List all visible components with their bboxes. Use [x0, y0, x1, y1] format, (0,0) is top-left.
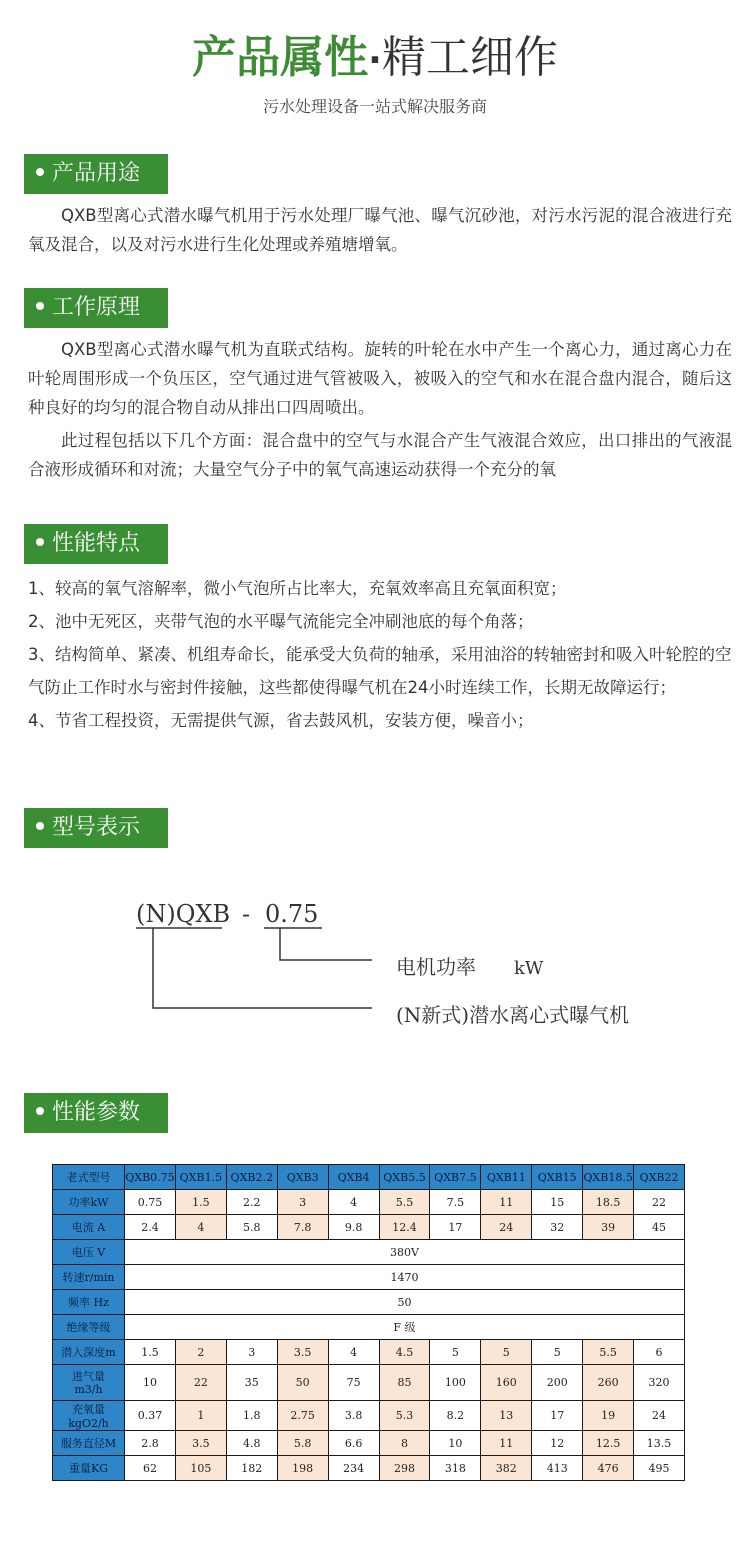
table-cell: 3 [277, 1190, 328, 1215]
list-item: 2、池中无死区，夹带气泡的水平曝气流能完全冲刷池底的每个角落； [28, 612, 534, 631]
table-header-cell: QXB15 [532, 1165, 583, 1190]
table-cell: 39 [583, 1215, 634, 1240]
section-header-model [24, 808, 168, 848]
table-row [53, 1290, 685, 1315]
table-row-label: 功率kW [53, 1190, 125, 1215]
table-cell: 50 [277, 1365, 328, 1401]
page-subtitle: 污水处理设备一站式解决服务商 [262, 97, 487, 116]
model-dash: - [242, 900, 251, 928]
table-cell: 5 [532, 1340, 583, 1365]
table-cell: 4 [175, 1215, 226, 1240]
section-title: 性能参数 [52, 1100, 141, 1125]
table-header-cell: QXB22 [634, 1165, 685, 1190]
title-dark: 精工细作 [381, 32, 558, 83]
table-cell: 6 [634, 1340, 685, 1365]
table-cell: 4 [328, 1340, 379, 1365]
table-header-cell: QXB7.5 [430, 1165, 481, 1190]
table-cell: 5 [481, 1340, 532, 1365]
table-cell: 12.4 [379, 1215, 430, 1240]
bullet-icon [36, 538, 44, 546]
table-cell: 413 [532, 1456, 583, 1481]
table-cell: 3.5 [277, 1340, 328, 1365]
power-leader-line [280, 928, 372, 960]
table-cell: 17 [430, 1215, 481, 1240]
table-cell: 75 [328, 1365, 379, 1401]
table-cell: 5.5 [379, 1190, 430, 1215]
label-power: 电机功率 [396, 955, 476, 979]
table-cell: 45 [634, 1215, 685, 1240]
table-header-cell: QXB0.75 [125, 1165, 176, 1190]
table-cell: 7.5 [430, 1190, 481, 1215]
table-cell: 318 [430, 1456, 481, 1481]
table-cell: 3 [226, 1340, 277, 1365]
table-cell: 17 [532, 1401, 583, 1431]
table-cell-merged: 380V [125, 1240, 685, 1265]
table-row-label: 进气量 m3/h [53, 1365, 125, 1401]
table-cell: 2 [175, 1340, 226, 1365]
table-cell: 4.5 [379, 1340, 430, 1365]
table-row [53, 1265, 685, 1290]
table-cell: 105 [175, 1456, 226, 1481]
table-cell: 298 [379, 1456, 430, 1481]
table-cell: 11 [481, 1190, 532, 1215]
table-header-cell: QXB4 [328, 1165, 379, 1190]
title-dot: · [368, 40, 382, 81]
bullet-icon [36, 1107, 44, 1115]
table-cell: 10 [430, 1431, 481, 1456]
table-cell: 1.5 [175, 1190, 226, 1215]
list-item: 1、较高的氧气溶解率，微小气泡所占比率大，充氧效率高且充氧面积宽； [28, 579, 567, 598]
table-cell: 2.2 [226, 1190, 277, 1215]
section-header-params [24, 1093, 168, 1133]
table-cell: 3.8 [328, 1401, 379, 1431]
section-title: 工作原理 [52, 295, 141, 320]
table-cell: 3.5 [175, 1431, 226, 1456]
table-cell: 1.5 [125, 1340, 176, 1365]
label-unit: kW [514, 958, 544, 979]
table-cell: 62 [125, 1456, 176, 1481]
table-cell: 12 [532, 1431, 583, 1456]
type-leader-line [153, 928, 372, 1008]
list-item: 4、节省工程投资，无需提供气源，省去鼓风机，安装方便，噪音小； [28, 711, 534, 730]
table-cell: 5 [430, 1340, 481, 1365]
table-row-label: 重量KG [53, 1456, 125, 1481]
section-title: 型号表示 [52, 815, 141, 840]
table-cell: 200 [532, 1365, 583, 1401]
table-cell: 19 [583, 1401, 634, 1431]
table-cell: 2.4 [125, 1215, 176, 1240]
table-row-label: 潜入深度m [53, 1340, 125, 1365]
table-row [53, 1190, 685, 1215]
table-cell: 1.8 [226, 1401, 277, 1431]
usage-text: QXB型离心式潜水曝气机用于污水处理厂曝气池、曝气沉砂池，对污水污泥的混合液进行充氧及混合，以及对污水进行生化处理或养殖塘增氧。 [28, 206, 732, 254]
spec-table [52, 1164, 685, 1481]
table-cell: 10 [125, 1365, 176, 1401]
table-cell-merged: F 级 [125, 1315, 685, 1340]
table-cell: 260 [583, 1365, 634, 1401]
table-row-label: 电压 V [53, 1240, 125, 1265]
table-cell: 13 [481, 1401, 532, 1431]
table-row-label: 转速r/min [53, 1265, 125, 1290]
table-cell: 15 [532, 1190, 583, 1215]
table-cell: 18.5 [583, 1190, 634, 1215]
table-header-cell: QXB11 [481, 1165, 532, 1190]
table-row-label: 充氧量kgO2/h [53, 1401, 125, 1431]
table-cell: 22 [175, 1365, 226, 1401]
principle-paragraph-2: 此过程包括以下几个方面：混合盘中的空气与水混合产生气液混合效应，出口排出的气液混合液形成循环和对流；大量空气分子中的氧气高速运动获得一个充分的氧 [28, 431, 732, 479]
bullet-icon [36, 302, 44, 310]
table-cell: 35 [226, 1365, 277, 1401]
table-cell: 24 [634, 1401, 685, 1431]
table-cell: 1 [175, 1401, 226, 1431]
section-header-usage [24, 154, 168, 194]
table-header-cell: QXB2.2 [226, 1165, 277, 1190]
table-cell: 9.8 [328, 1215, 379, 1240]
label-type: (N新式)潜水离心式曝气机 [396, 1003, 630, 1027]
table-cell: 32 [532, 1215, 583, 1240]
table-cell: 2.8 [125, 1431, 176, 1456]
table-cell: 2.75 [277, 1401, 328, 1431]
features-list [28, 572, 732, 737]
table-cell: 320 [634, 1365, 685, 1401]
table-cell: 495 [634, 1456, 685, 1481]
table-cell: 182 [226, 1456, 277, 1481]
table-row-label: 服务直径M [53, 1431, 125, 1456]
table-cell: 4.8 [226, 1431, 277, 1456]
table-cell: 22 [634, 1190, 685, 1215]
table-header-cell: QXB1.5 [175, 1165, 226, 1190]
bullet-icon [36, 822, 44, 830]
table-cell: 8.2 [430, 1401, 481, 1431]
table-cell-merged: 1470 [125, 1265, 685, 1290]
principle-paragraph-1: QXB型离心式潜水曝气机为直联式结构。旋转的叶轮在水中产生一个离心力，通过离心力在叶轮周围形成一个负压区，空气通过进气管被吸入，被吸入的空气和水在混合盘内混合，随后这种良好的均匀的混合物自动从排出口四周喷出。 [28, 340, 732, 417]
table-row [53, 1456, 685, 1481]
model-diagram [0, 880, 750, 1040]
table-row-label: 绝缘等级 [53, 1315, 125, 1340]
table-row-label: 频率 Hz [53, 1290, 125, 1315]
section-header-principle [24, 288, 168, 328]
table-cell: 13.5 [634, 1431, 685, 1456]
table-cell: 5.8 [277, 1431, 328, 1456]
table-row-label: 电流 A [53, 1215, 125, 1240]
table-cell: 0.37 [125, 1401, 176, 1431]
page-title [0, 30, 750, 89]
model-power: 0.75 [265, 900, 319, 928]
table-cell: 198 [277, 1456, 328, 1481]
section-title: 产品用途 [52, 161, 141, 186]
table-cell: 5.5 [583, 1340, 634, 1365]
table-row [53, 1401, 685, 1431]
table-cell: 6.6 [328, 1431, 379, 1456]
table-row [53, 1215, 685, 1240]
table-header-label: 老式型号 [53, 1165, 125, 1190]
table-header-cell: QXB3 [277, 1165, 328, 1190]
table-cell: 12.5 [583, 1431, 634, 1456]
list-item: 3、结构简单、紧凑、机组寿命长，能承受大负荷的轴承，采用油浴的转轴密封和吸入叶轮腔的空气防止工作时水与密封件接触，这些都使得曝气机在24小时连续工作，长期无故障运行； [28, 645, 732, 697]
table-cell: 7.8 [277, 1215, 328, 1240]
table-header-cell: QXB18.5 [583, 1165, 634, 1190]
table-cell: 160 [481, 1365, 532, 1401]
table-row [53, 1431, 685, 1456]
table-cell-merged: 50 [125, 1290, 685, 1315]
table-cell: 85 [379, 1365, 430, 1401]
table-cell: 5.3 [379, 1401, 430, 1431]
model-code: (N)QXB [136, 900, 231, 928]
table-row [53, 1365, 685, 1401]
table-cell: 476 [583, 1456, 634, 1481]
table-cell: 0.75 [125, 1190, 176, 1215]
section-title: 性能特点 [52, 531, 141, 556]
table-cell: 234 [328, 1456, 379, 1481]
table-row [53, 1165, 685, 1190]
table-cell: 100 [430, 1365, 481, 1401]
table-cell: 5.8 [226, 1215, 277, 1240]
table-cell: 4 [328, 1190, 379, 1215]
title-green: 产品属性 [192, 32, 369, 83]
table-cell: 11 [481, 1431, 532, 1456]
table-cell: 24 [481, 1215, 532, 1240]
table-row [53, 1240, 685, 1265]
table-row [53, 1340, 685, 1365]
table-cell: 382 [481, 1456, 532, 1481]
section-header-features [24, 524, 168, 564]
bullet-icon [36, 168, 44, 176]
table-row [53, 1315, 685, 1340]
table-cell: 8 [379, 1431, 430, 1456]
table-header-cell: QXB5.5 [379, 1165, 430, 1190]
